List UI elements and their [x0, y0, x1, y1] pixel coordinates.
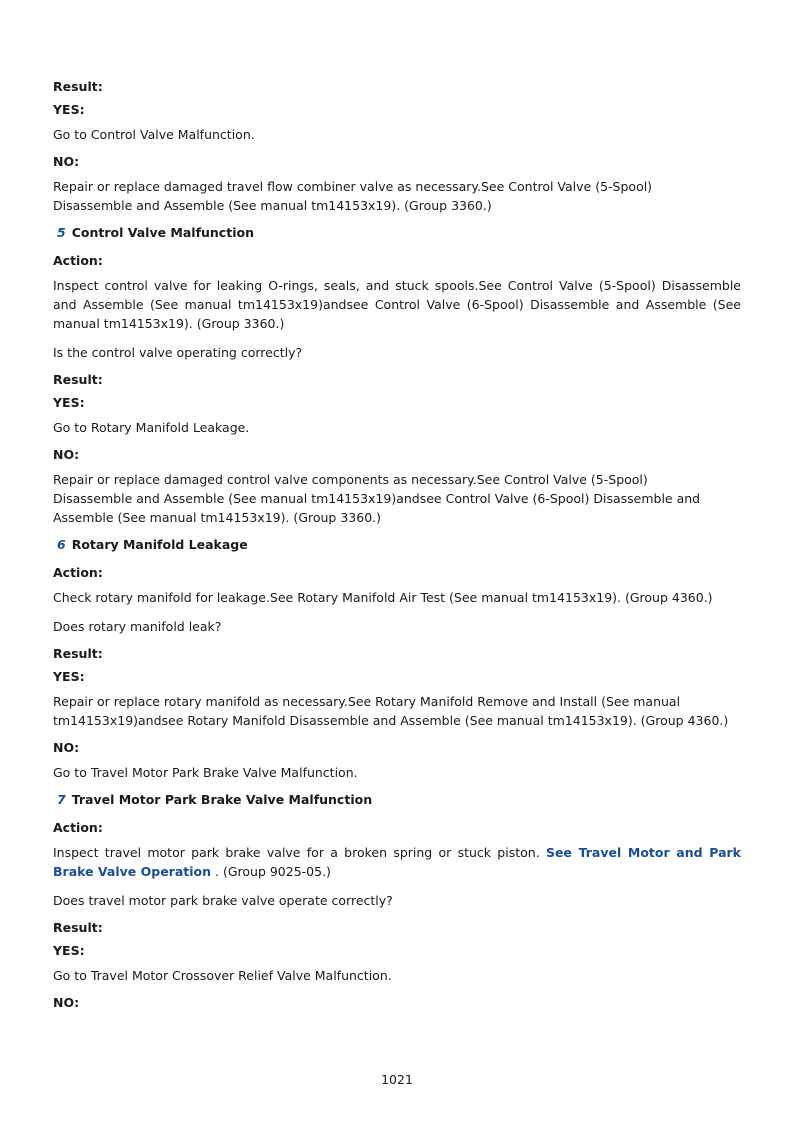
yes-text: Go to Rotary Manifold Leakage. — [53, 420, 250, 435]
no-text-line: Disassemble and Assemble (See manual tm14153x19)andsee Control Valve (6-Spool) Disassemble and — [53, 491, 701, 506]
step-title: Travel Motor Park Brake Valve Malfunction — [71, 792, 373, 807]
question-text: Does rotary manifold leak? — [53, 619, 222, 634]
no-label: NO: — [53, 995, 80, 1010]
result-label: Result: — [53, 646, 103, 661]
action-text-post: . (Group 9025-05.) — [211, 864, 331, 879]
question-text: Is the control valve operating correctly? — [53, 345, 303, 360]
no-text: Go to Travel Motor Park Brake Valve Malfunction. — [53, 765, 358, 780]
step-title: Rotary Manifold Leakage — [71, 537, 248, 552]
action-text: Check rotary manifold for leakage.See Rotary Manifold Air Test (See manual tm14153x19). (Group 4360.) — [53, 590, 713, 605]
no-text-line: Repair or replace damaged travel flow combiner valve as necessary.See Control Valve (5-Spool) — [53, 179, 653, 194]
result-label: Result: — [53, 920, 103, 935]
action-text: Inspect control valve for leaking O-rings, seals, and stuck spools.See Control Valve (5-Spool) Disassemble and Assemble (See manual tm14153x19)andsee Control Valve (6-Spool) Disassemble and Assemble (See manual tm14153x19). (Group 3360.) — [53, 278, 741, 331]
step-number: 5 — [57, 225, 66, 240]
page-content — [53, 79, 741, 1011]
result-label: Result: — [53, 79, 103, 94]
yes-text-line: Repair or replace rotary manifold as necessary.See Rotary Manifold Remove and Install (See manual — [53, 694, 681, 709]
no-text-line: Disassemble and Assemble (See manual tm14153x19). (Group 3360.) — [53, 198, 492, 213]
step-number: 7 — [57, 792, 66, 807]
no-label: NO: — [53, 447, 80, 462]
no-text-line: Assemble (See manual tm14153x19). (Group 3360.) — [53, 510, 382, 525]
action-text-pre: Inspect travel motor park brake valve for a broken spring or stuck piston. — [53, 845, 546, 860]
travel-motor-operation-link[interactable]: See Travel Motor and Park Brake Valve Operation — [53, 845, 741, 879]
action-label: Action: — [53, 820, 103, 835]
yes-text: Go to Travel Motor Crossover Relief Valve Malfunction. — [53, 968, 392, 983]
yes-label: YES: — [53, 669, 85, 684]
step-heading — [53, 537, 741, 553]
no-text-line: Repair or replace damaged control valve components as necessary.See Control Valve (5-Spool) — [53, 472, 648, 487]
step-number: 6 — [57, 537, 66, 552]
yes-text-line: tm14153x19)andsee Rotary Manifold Disassemble and Assemble (See manual tm14153x19). (Group 4360.) — [53, 713, 729, 728]
step-heading — [53, 225, 741, 241]
result-label: Result: — [53, 372, 103, 387]
yes-text: Go to Control Valve Malfunction. — [53, 127, 255, 142]
no-label: NO: — [53, 154, 80, 169]
action-label: Action: — [53, 253, 103, 268]
yes-label: YES: — [53, 395, 85, 410]
page-number: 1021 — [381, 1072, 413, 1087]
yes-label: YES: — [53, 102, 85, 117]
question-text: Does travel motor park brake valve operate correctly? — [53, 893, 393, 908]
action-text — [53, 843, 741, 881]
action-label: Action: — [53, 565, 103, 580]
step-heading — [53, 792, 741, 808]
no-label: NO: — [53, 740, 80, 755]
yes-label: YES: — [53, 943, 85, 958]
step-title: Control Valve Malfunction — [71, 225, 254, 240]
